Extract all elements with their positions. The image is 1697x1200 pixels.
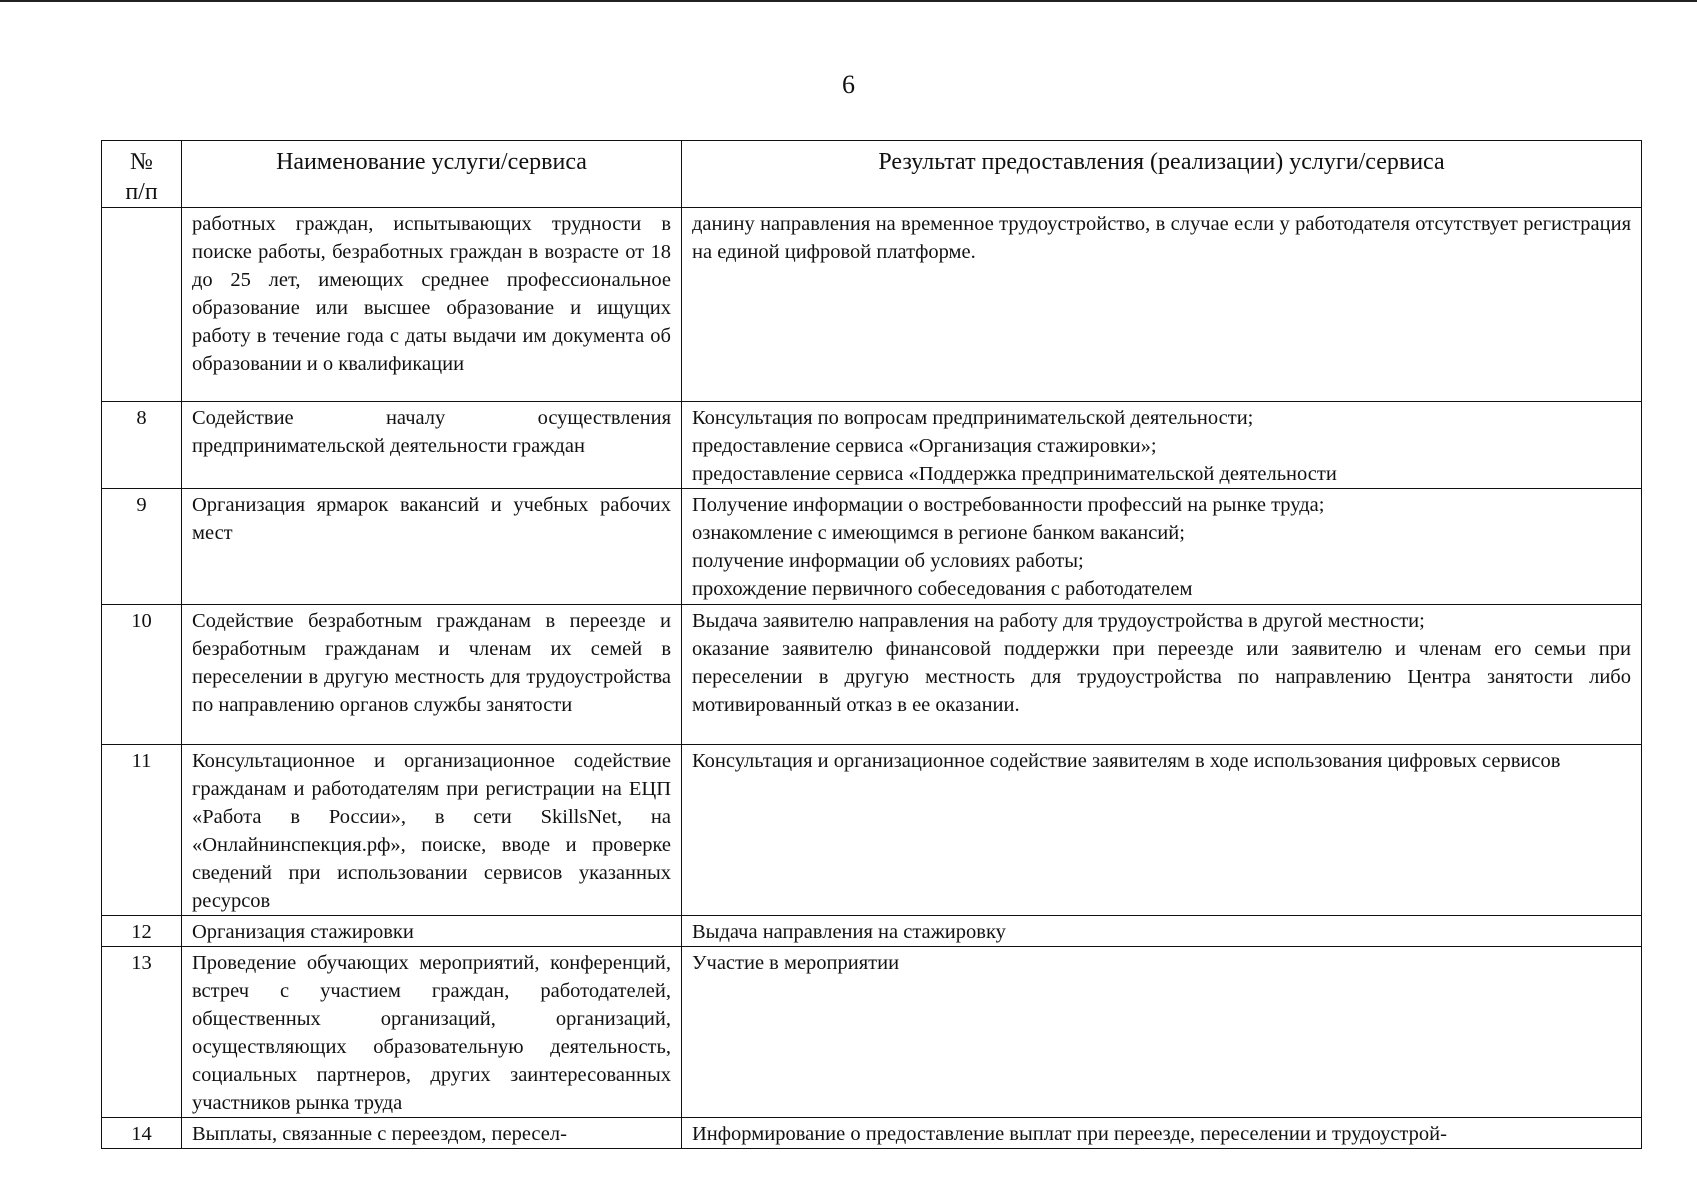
service-result	[682, 745, 1642, 916]
table-row	[102, 916, 1642, 947]
header-number-abbrev: п/п	[125, 179, 158, 205]
result-line: Консультация по вопросам предпринимательской деятельности;	[692, 407, 1254, 429]
page-number: 6	[842, 70, 855, 99]
result-line: предоставление сервиса «Организация стажировки»;	[692, 435, 1157, 457]
header-service-name: Наименование услуги/сервиса	[182, 141, 682, 208]
service-result	[682, 489, 1642, 605]
result-line: данину направления на временное трудоустройство, в случае если у работодателя отсутствует регистрация на единой цифровой платформе.	[692, 213, 1631, 263]
service-name: Содействие безработным гражданам в переезде и безработным гражданам и членам их семей в переселении в другую местность для трудоустройства по направлению органов службы занятости	[182, 605, 682, 745]
service-name: Выплаты, связанные с переездом, пересел-	[182, 1118, 682, 1149]
service-name: Проведение обучающих мероприятий, конференций, встреч с участием граждан, работодателей, общественных организаций, организаций, осуществляющих образовательную деятельность, социальных партнеров, других заинтересованных участников рынка труда	[182, 947, 682, 1118]
table-row	[102, 1118, 1642, 1149]
table-row	[102, 208, 1642, 402]
result-line: Участие в мероприятии	[692, 952, 900, 974]
services-table	[101, 140, 1642, 1149]
service-result	[682, 1118, 1642, 1149]
header-number	[102, 141, 182, 208]
result-line: Выдача заявителю направления на работу для трудоустройства в другой местности;	[692, 610, 1425, 632]
result-line: прохождение первичного собеседования с работодателем	[692, 578, 1193, 600]
result-line: Информирование о предоставление выплат при переезде, переселении и трудоустрой-	[692, 1123, 1447, 1145]
row-number: 10	[102, 605, 182, 745]
service-result	[682, 947, 1642, 1118]
row-number	[102, 208, 182, 402]
row-number: 12	[102, 916, 182, 947]
table-row	[102, 605, 1642, 745]
service-result	[682, 402, 1642, 489]
service-name: работных граждан, испытывающих трудности в поиске работы, безработных граждан в возрасте от 18 до 25 лет, имеющих среднее профессиональное образование или высшее образование и ищущих работу в течение года с даты выдачи им документа об образовании и о квалификации	[182, 208, 682, 402]
service-name: Организация ярмарок вакансий и учебных рабочих мест	[182, 489, 682, 605]
row-number: 8	[102, 402, 182, 489]
service-result	[682, 916, 1642, 947]
service-result	[682, 605, 1642, 745]
result-line: Консультация и организационное содействие заявителям в ходе использования цифровых сервисов	[692, 750, 1561, 772]
header-service-result: Результат предоставления (реализации) услуги/сервиса	[682, 141, 1642, 208]
top-border-line	[0, 0, 1697, 2]
row-number: 9	[102, 489, 182, 605]
table-row	[102, 745, 1642, 916]
header-number-symbol: №	[130, 149, 153, 175]
row-number: 14	[102, 1118, 182, 1149]
result-line: ознакомление с имеющимся в регионе банком вакансий;	[692, 522, 1185, 544]
result-line: предоставление сервиса «Поддержка предпринимательской деятельности	[692, 463, 1337, 485]
table-header-row	[102, 141, 1642, 208]
table-row	[102, 402, 1642, 489]
result-line: оказание заявителю финансовой поддержки при переезде или заявителю и членам его семьи при переселении в другую местность для трудоустройства по направлению Центра занятости либо мотивированный отказ в ее оказании.	[692, 638, 1631, 716]
service-name: Содействие началу осуществления предпринимательской деятельности граждан	[182, 402, 682, 489]
result-line: Выдача направления на стажировку	[692, 921, 1006, 943]
table-row	[102, 489, 1642, 605]
service-name: Консультационное и организационное содействие гражданам и работодателям при регистрации на ЕЦП «Работа в России», в сети SkillsNet, на «Онлайнинспекция.рф», поиске, вводе и проверке сведений при использовании сервисов указанных ресурсов	[182, 745, 682, 916]
result-line: получение информации об условиях работы;	[692, 550, 1084, 572]
row-number: 11	[102, 745, 182, 916]
service-result	[682, 208, 1642, 402]
result-line: Получение информации о востребованности профессий на рынке труда;	[692, 494, 1325, 516]
service-name: Организация стажировки	[182, 916, 682, 947]
row-number: 13	[102, 947, 182, 1118]
table-row	[102, 947, 1642, 1118]
